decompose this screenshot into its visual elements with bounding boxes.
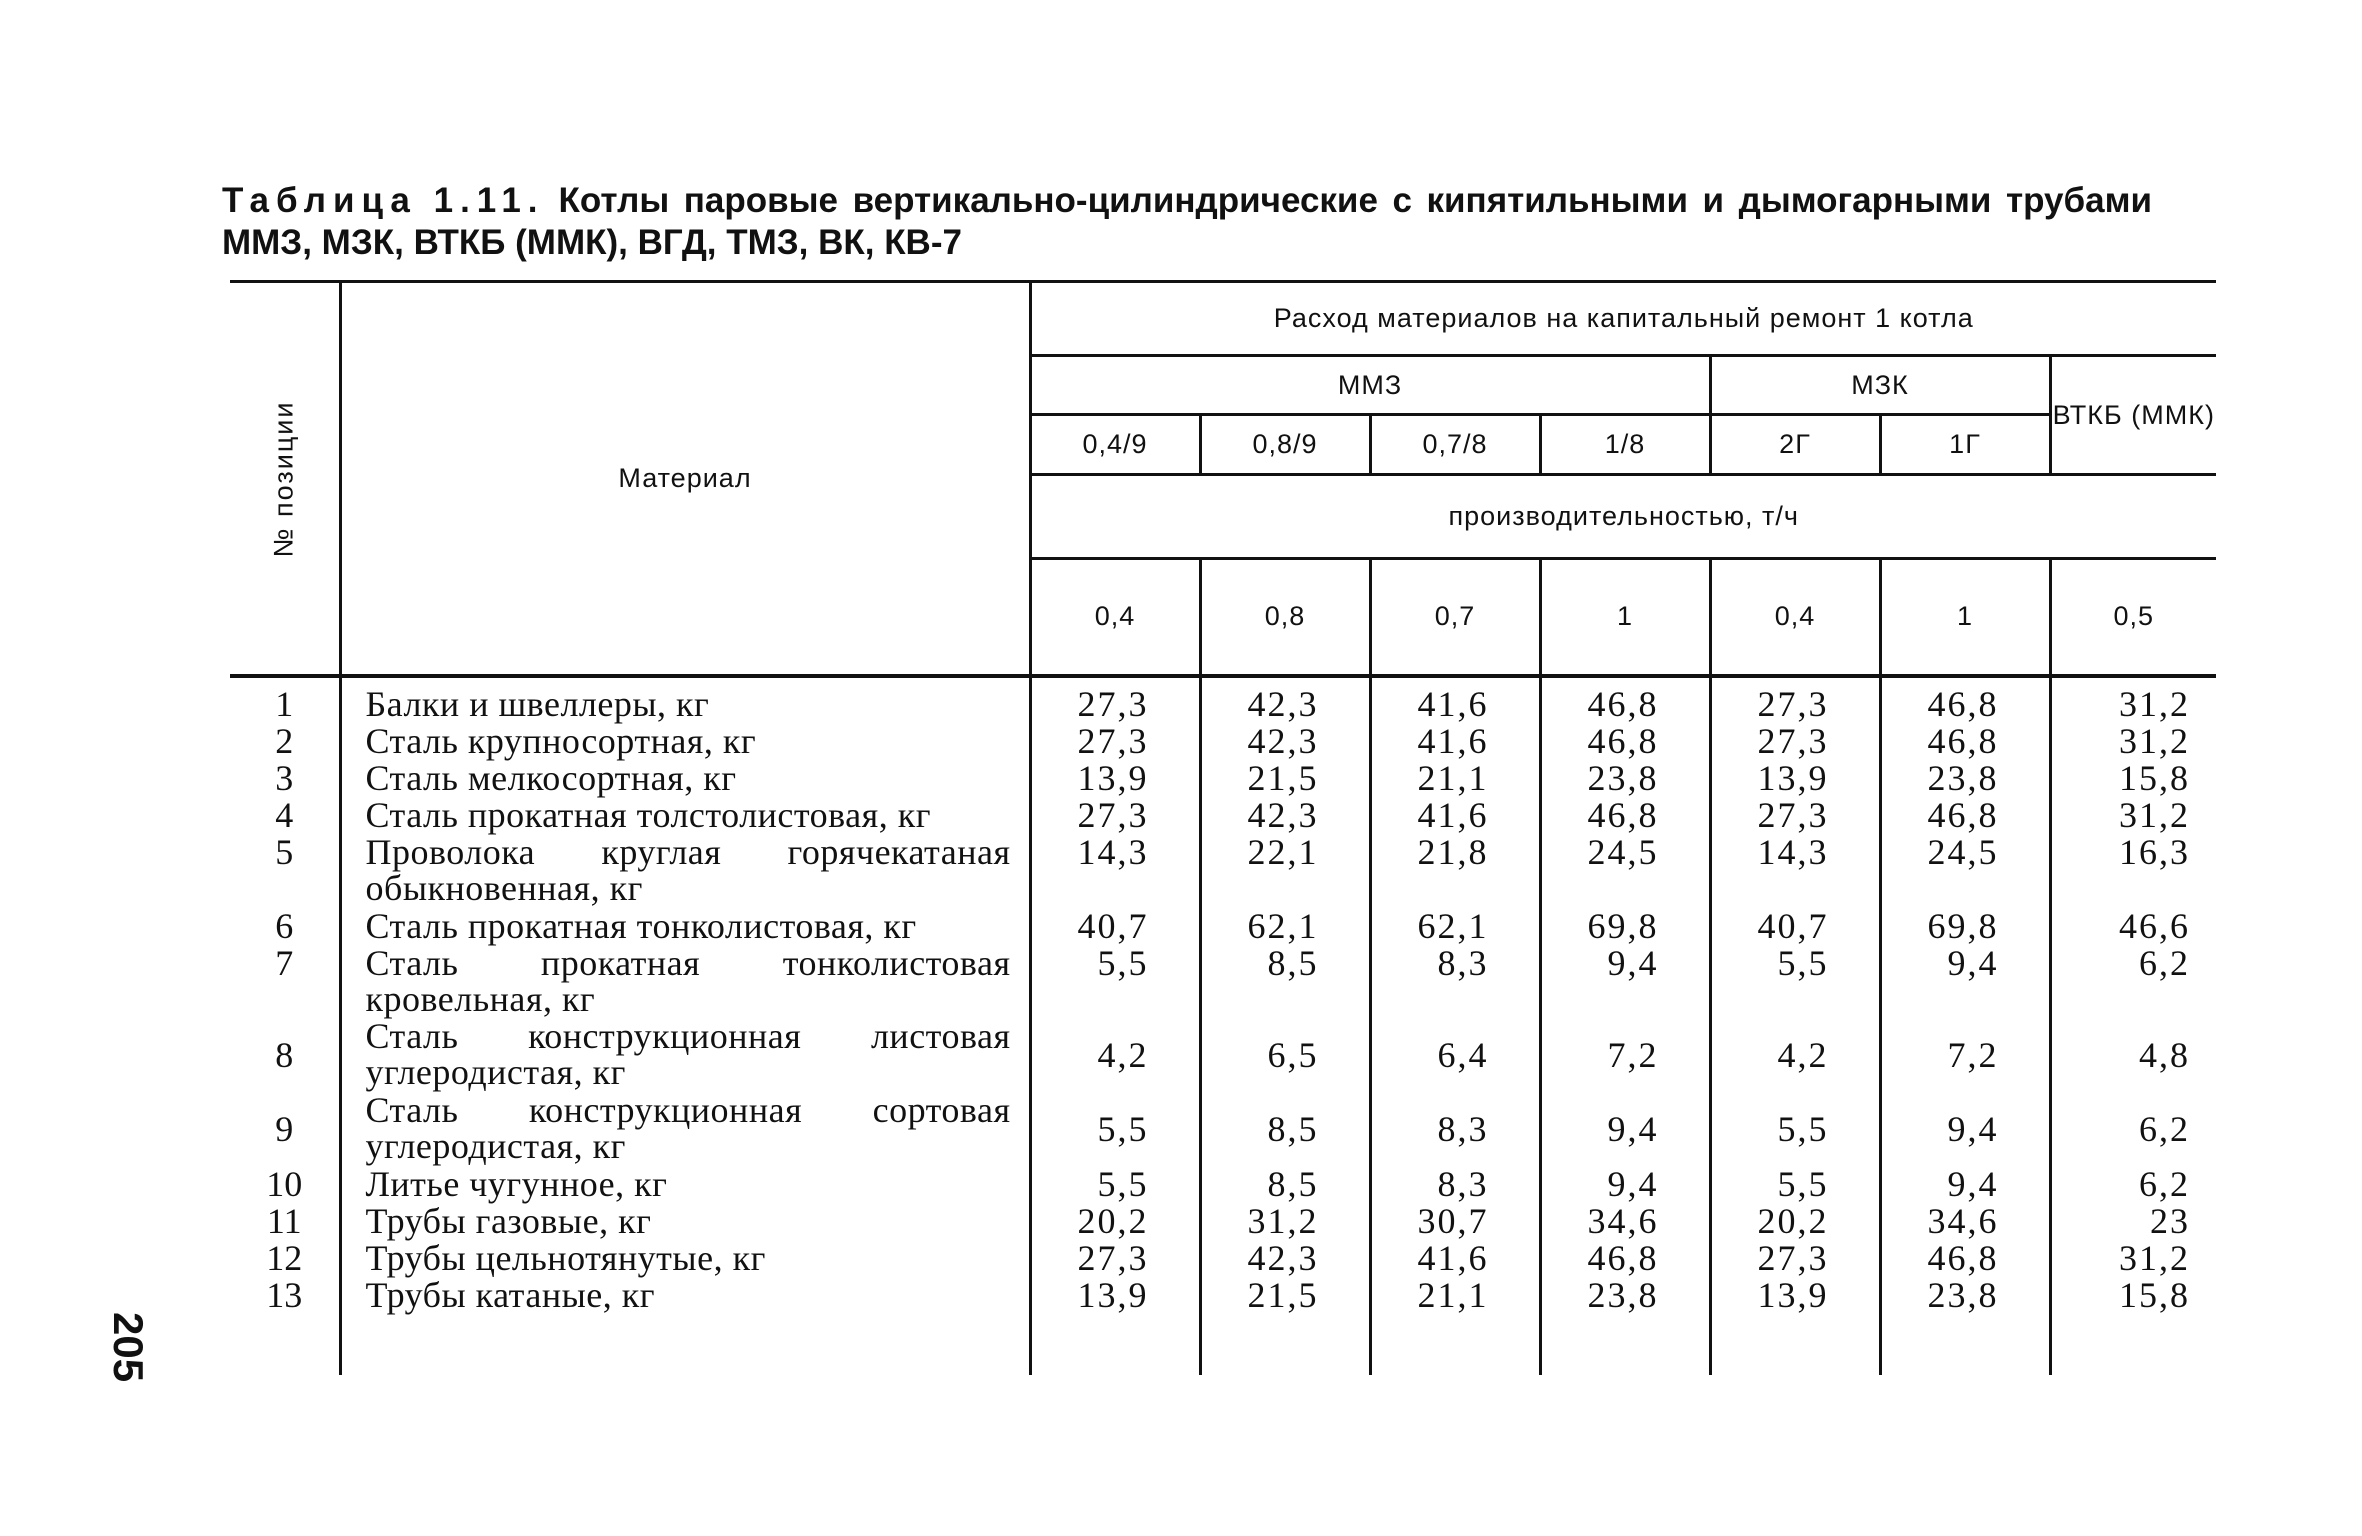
table-caption [222,180,2152,264]
value-cell: 42,3 [1200,797,1370,834]
value-cell: 7,2 [1540,1018,1710,1092]
value-cell: 13,9 [1710,760,1880,797]
capacity-value: 0,4 [1710,558,1880,676]
value-cell: 69,8 [1880,908,2050,945]
value-cell: 16,3 [2050,834,2216,908]
value-cell: 41,6 [1370,1240,1540,1277]
value-cell: 8,5 [1200,1166,1370,1203]
value-cell: 46,8 [1540,723,1710,760]
position-number: 7 [275,942,294,983]
value-cell: 13,9 [1030,1277,1200,1314]
value-cell: 5,5 [1030,1166,1200,1203]
value-cell: 41,6 [1370,723,1540,760]
value-cell: 5,5 [1030,1092,1200,1166]
position-header-cell [230,282,340,677]
value-cell: 46,8 [1880,1240,2050,1277]
value-cell: 62,1 [1200,908,1370,945]
value-cell: 9,4 [1540,945,1710,1019]
value-cell: 27,3 [1030,723,1200,760]
value-cell: 6,4 [1370,1018,1540,1092]
value-cell: 46,8 [1880,686,2050,723]
capacity-value: 0,4 [1030,558,1200,676]
subtype-header: 0,8/9 [1200,415,1370,474]
value-cell: 9,4 [1540,1166,1710,1203]
value-cell: 40,7 [1030,908,1200,945]
value-cell: 40,7 [1710,908,1880,945]
value-cell: 31,2 [2050,797,2216,834]
material-name: Балки и швеллеры, кг [340,686,1030,723]
value-cell: 31,2 [2050,686,2216,723]
table-row [230,760,2216,797]
value-cell: 6,2 [2050,1092,2216,1166]
value-cell: 8,3 [1370,1166,1540,1203]
value-cell: 14,3 [1030,834,1200,908]
subtype-header: 1Г [1880,415,2050,474]
value-cell: 46,6 [2050,908,2216,945]
group-vtkb: ВТКБ (ММК) [2050,355,2216,474]
material-name: Сталь прокатная толстолистовая, кг [340,797,1030,834]
value-cell: 23,8 [1880,760,2050,797]
table-body [230,686,2216,1313]
value-cell: 22,1 [1200,834,1370,908]
value-cell: 6,2 [2050,1166,2216,1203]
value-cell: 5,5 [1710,1166,1880,1203]
material-name: Проволока круглая горячекатаная обыкновенная, кг [340,834,1030,908]
group-mzk: МЗК [1710,355,2050,414]
value-cell: 9,4 [1880,1092,2050,1166]
value-cell: 6,2 [2050,945,2216,1019]
position-number: 11 [266,1200,302,1241]
value-cell: 21,5 [1200,760,1370,797]
position-number: 3 [275,758,294,799]
value-cell: 31,2 [2050,723,2216,760]
value-cell: 21,5 [1200,1277,1370,1314]
capacity-value: 0,8 [1200,558,1370,676]
value-cell: 31,2 [2050,1240,2216,1277]
value-cell: 42,3 [1200,1240,1370,1277]
value-cell: 23,8 [1540,1277,1710,1314]
position-number: 8 [275,1035,294,1076]
table-row [230,1092,2216,1166]
value-cell: 27,3 [1710,686,1880,723]
position-number: 4 [275,794,294,835]
table-row [230,686,2216,723]
value-cell: 13,9 [1030,760,1200,797]
subtype-header: 1/8 [1540,415,1710,474]
subtype-header: 2Г [1710,415,1880,474]
value-cell: 14,3 [1710,834,1880,908]
caption-line-1 [222,180,2152,222]
capacity-header: производительностью, т/ч [1030,474,2216,558]
value-cell: 41,6 [1370,686,1540,723]
value-cell: 5,5 [1710,1092,1880,1166]
value-cell: 4,8 [2050,1018,2216,1092]
position-number: 2 [275,721,294,762]
material-name: Сталь прокатная тонколистовая, кг [340,908,1030,945]
table-row [230,1018,2216,1092]
capacity-value: 1 [1880,558,2050,676]
table-row [230,1277,2216,1314]
value-cell: 46,8 [1880,723,2050,760]
value-cell: 24,5 [1880,834,2050,908]
value-cell: 15,8 [2050,1277,2216,1314]
material-header: Материал [340,282,1030,677]
value-cell: 20,2 [1030,1203,1200,1240]
value-cell: 5,5 [1030,945,1200,1019]
value-cell: 23 [2050,1203,2216,1240]
capacity-value: 1 [1540,558,1710,676]
value-cell: 23,8 [1880,1277,2050,1314]
value-cell: 27,3 [1030,797,1200,834]
table-row [230,1240,2216,1277]
span-header: Расход материалов на капитальный ремонт 1 котла [1030,282,2216,356]
table-row [230,723,2216,760]
value-cell: 69,8 [1540,908,1710,945]
value-cell: 8,5 [1200,1092,1370,1166]
value-cell: 23,8 [1540,760,1710,797]
value-cell: 46,8 [1540,797,1710,834]
caption-label: Таблица 1.11. [222,181,545,220]
capacity-value: 0,7 [1370,558,1540,676]
value-cell: 4,2 [1030,1018,1200,1092]
material-name: Трубы катаные, кг [340,1277,1030,1314]
position-number: 6 [275,905,294,946]
value-cell: 62,1 [1370,908,1540,945]
caption-title-line-2: ММЗ, МЗК, ВТКБ (ММК), ВГД, ТМЗ, ВК, КВ-7 [222,223,962,262]
value-cell: 27,3 [1030,1240,1200,1277]
value-cell: 21,1 [1370,760,1540,797]
table-row [230,834,2216,908]
value-cell: 4,2 [1710,1018,1880,1092]
table-row [230,945,2216,1019]
value-cell: 27,3 [1710,1240,1880,1277]
value-cell: 21,8 [1370,834,1540,908]
table-row [230,1166,2216,1203]
value-cell: 42,3 [1200,686,1370,723]
value-cell: 15,8 [2050,760,2216,797]
material-name: Сталь крупносортная, кг [340,723,1030,760]
value-cell: 46,8 [1540,1240,1710,1277]
value-cell: 9,4 [1880,945,2050,1019]
value-cell: 46,8 [1540,686,1710,723]
position-number: 12 [266,1237,303,1278]
position-number: 10 [266,1163,303,1204]
materials-table [230,280,2216,1375]
group-mmz: ММЗ [1030,355,1710,414]
value-cell: 34,6 [1540,1203,1710,1240]
value-cell: 30,7 [1370,1203,1540,1240]
material-name: Трубы цельнотянутые, кг [340,1240,1030,1277]
value-cell: 8,3 [1370,945,1540,1019]
value-cell: 27,3 [1030,686,1200,723]
value-cell: 21,1 [1370,1277,1540,1314]
value-cell: 6,5 [1200,1018,1370,1092]
material-name: Сталь мелкосортная, кг [340,760,1030,797]
position-number: 5 [275,831,294,872]
value-cell: 27,3 [1710,797,1880,834]
value-cell: 20,2 [1710,1203,1880,1240]
value-cell: 8,3 [1370,1092,1540,1166]
position-number: 1 [275,684,294,725]
value-cell: 9,4 [1540,1092,1710,1166]
value-cell: 42,3 [1200,723,1370,760]
position-header: № позиции [268,400,299,557]
subtype-header: 0,7/8 [1370,415,1540,474]
table-row [230,797,2216,834]
table-row [230,1203,2216,1240]
position-number: 13 [266,1274,303,1315]
value-cell: 8,5 [1200,945,1370,1019]
value-cell: 24,5 [1540,834,1710,908]
value-cell: 5,5 [1710,945,1880,1019]
subtype-header: 0,4/9 [1030,415,1200,474]
value-cell: 46,8 [1880,797,2050,834]
position-number: 9 [275,1108,294,1149]
table-row [230,908,2216,945]
value-cell: 27,3 [1710,723,1880,760]
material-name: Литье чугунное, кг [340,1166,1030,1203]
caption-title-line-1: Котлы паровые вертикально-цилиндрические с кипятильными и дымогарными трубами [558,181,2152,220]
value-cell: 31,2 [1200,1203,1370,1240]
value-cell: 7,2 [1880,1018,2050,1092]
material-name: Сталь конструкционная сортовая углеродистая, кг [340,1092,1030,1166]
value-cell: 13,9 [1710,1277,1880,1314]
value-cell: 41,6 [1370,797,1540,834]
material-name: Трубы газовые, кг [340,1203,1030,1240]
capacity-value: 0,5 [2050,558,2216,676]
value-cell: 34,6 [1880,1203,2050,1240]
value-cell: 9,4 [1880,1166,2050,1203]
material-name: Сталь конструкционная листовая углеродистая, кг [340,1018,1030,1092]
material-name: Сталь прокатная тонколистовая кровельная, кг [340,945,1030,1019]
page-number: 205 [105,1312,152,1383]
